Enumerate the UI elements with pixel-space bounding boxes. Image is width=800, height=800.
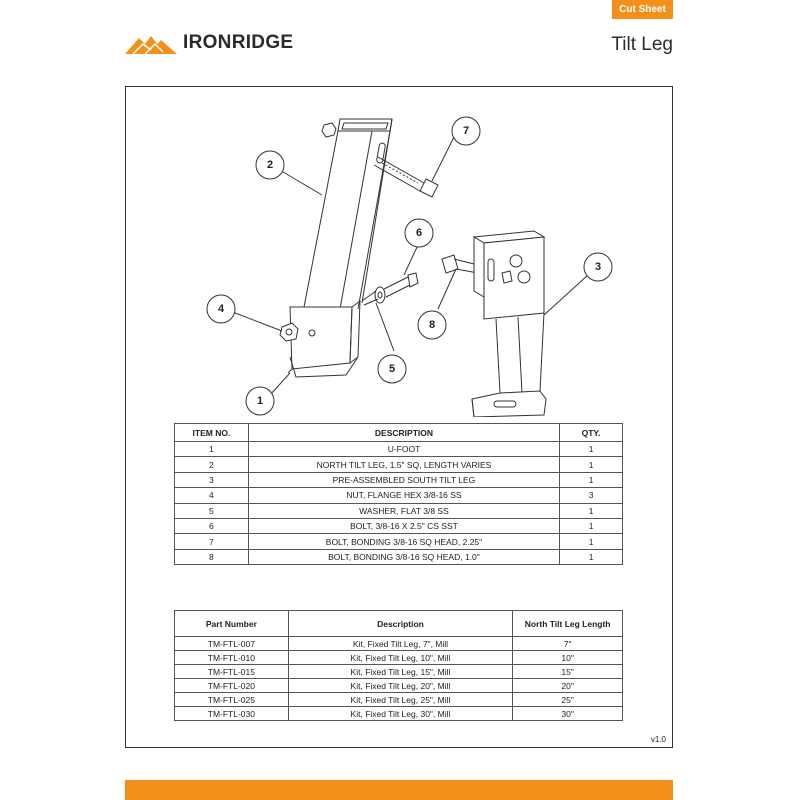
description-cell: NORTH TILT LEG, 1.5" SQ, LENGTH VARIES [248, 457, 559, 472]
item-no-cell: 3 [175, 472, 249, 487]
length-cell: 25" [513, 693, 623, 707]
column-header: North Tilt Leg Length [513, 611, 623, 637]
description-cell: Kit, Fixed Tilt Leg, 15", Mill [288, 665, 512, 679]
item-no-cell: 4 [175, 488, 249, 503]
description-cell: BOLT, BONDING 3/8-16 SQ HEAD, 2.25" [248, 534, 559, 549]
table-row [175, 457, 623, 472]
item-no-cell: 1 [175, 442, 249, 457]
part-number-cell: TM-FTL-010 [175, 651, 289, 665]
column-header: QTY. [560, 424, 623, 442]
footer-accent-bar [125, 780, 673, 800]
column-header: DESCRIPTION [248, 424, 559, 442]
callout-5-label: 5 [388, 363, 396, 375]
length-cell: 20" [513, 679, 623, 693]
part-number-cell: TM-FTL-007 [175, 637, 289, 651]
qty-cell: 1 [560, 534, 623, 549]
description-cell: NUT, FLANGE HEX 3/8-16 SS [248, 488, 559, 503]
table-row [175, 518, 623, 533]
part-number-cell: TM-FTL-030 [175, 707, 289, 721]
item-no-cell: 5 [175, 503, 249, 518]
table-row [175, 472, 623, 487]
qty-cell: 1 [560, 518, 623, 533]
description-cell: Kit, Fixed Tilt Leg, 25", Mill [288, 693, 512, 707]
mountain-logo-icon [125, 32, 177, 54]
version-label: v1.0 [650, 735, 666, 744]
table-row [175, 665, 623, 679]
exploded-assembly-drawing [126, 87, 672, 417]
page-title: Tilt Leg [611, 34, 673, 55]
callout-1-label: 1 [256, 395, 264, 407]
table-row [175, 488, 623, 503]
callout-8-label: 8 [428, 319, 436, 331]
description-cell: WASHER, FLAT 3/8 SS [248, 503, 559, 518]
qty-cell: 1 [560, 457, 623, 472]
part-number-cell: TM-FTL-020 [175, 679, 289, 693]
part-number-cell: TM-FTL-025 [175, 693, 289, 707]
table-row [175, 679, 623, 693]
kit-table-header [175, 611, 623, 637]
table-row [175, 651, 623, 665]
column-header: Description [288, 611, 512, 637]
column-header: ITEM NO. [175, 424, 249, 442]
qty-cell: 1 [560, 472, 623, 487]
description-cell: Kit, Fixed Tilt Leg, 20", Mill [288, 679, 512, 693]
kit-table [174, 610, 623, 721]
qty-cell: 1 [560, 503, 623, 518]
table-row [175, 707, 623, 721]
length-cell: 10" [513, 651, 623, 665]
cut-sheet-frame [125, 86, 673, 748]
callout-4-label: 4 [217, 303, 225, 315]
table-row [175, 693, 623, 707]
item-no-cell: 8 [175, 549, 249, 564]
table-row [175, 549, 623, 564]
table-row [175, 637, 623, 651]
length-cell: 15" [513, 665, 623, 679]
table-row [175, 534, 623, 549]
qty-cell: 1 [560, 442, 623, 457]
qty-cell: 3 [560, 488, 623, 503]
description-cell: Kit, Fixed Tilt Leg, 10", Mill [288, 651, 512, 665]
column-header: Part Number [175, 611, 289, 637]
callout-6-label: 6 [415, 227, 423, 239]
callout-7-label: 7 [462, 125, 470, 137]
parts-table [174, 423, 623, 565]
callout-2-label: 2 [266, 159, 274, 171]
part-number-cell: TM-FTL-015 [175, 665, 289, 679]
description-cell: Kit, Fixed Tilt Leg, 30", Mill [288, 707, 512, 721]
cut-sheet-badge: Cut Sheet [612, 0, 673, 19]
item-no-cell: 7 [175, 534, 249, 549]
item-no-cell: 2 [175, 457, 249, 472]
description-cell: Kit, Fixed Tilt Leg, 7", Mill [288, 637, 512, 651]
description-cell: PRE-ASSEMBLED SOUTH TILT LEG [248, 472, 559, 487]
description-cell: BOLT, 3/8-16 X 2.5" CS SST [248, 518, 559, 533]
description-cell: U-FOOT [248, 442, 559, 457]
length-cell: 30" [513, 707, 623, 721]
ironridge-logo [125, 30, 293, 56]
parts-table-header [175, 424, 623, 442]
length-cell: 7" [513, 637, 623, 651]
callout-3-label: 3 [594, 261, 602, 273]
qty-cell: 1 [560, 549, 623, 564]
description-cell: BOLT, BONDING 3/8-16 SQ HEAD, 1.0" [248, 549, 559, 564]
logo-wordmark: IRONRIDGE [183, 32, 294, 53]
table-row [175, 503, 623, 518]
item-no-cell: 6 [175, 518, 249, 533]
table-row [175, 442, 623, 457]
